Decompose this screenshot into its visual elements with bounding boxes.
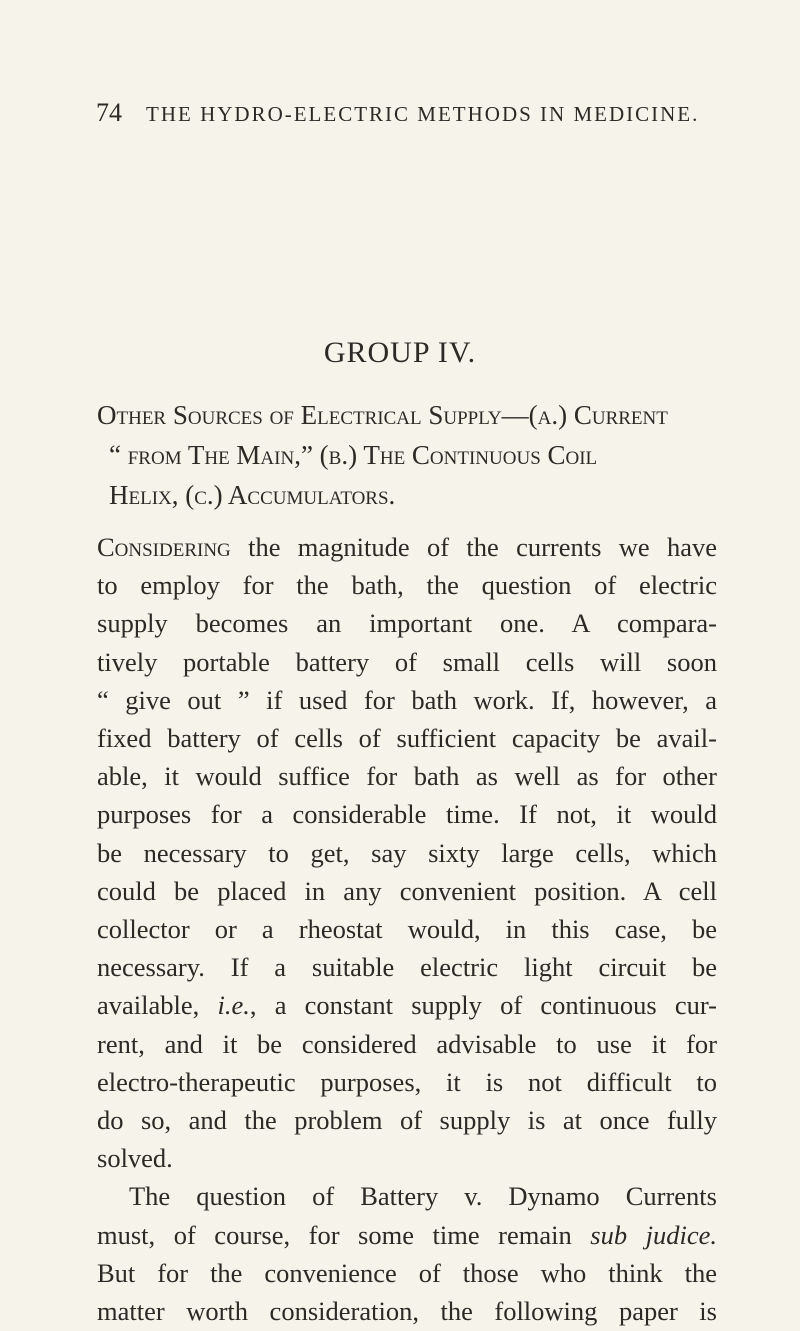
text-line: to employ for the bath, the question of electric <box>97 570 717 601</box>
text-line: electro-therapeutic purposes, it is not difficult to <box>97 1066 717 1097</box>
text-line: “ give out ” if used for bath work. If, however, a <box>97 684 717 715</box>
section-heading <box>97 395 715 515</box>
text-line: collector or a rheostat would, in this case, be <box>97 914 717 945</box>
text-line: must, of course, for some time remain sub judice. <box>97 1219 718 1250</box>
text-line: available, i.e., a constant supply of continuous cur- <box>97 990 717 1021</box>
running-header <box>96 98 716 128</box>
italic-abbreviation: i.e. <box>217 990 250 1021</box>
section-heading-line: Other Sources of Electrical Supply—(a.) Current <box>97 400 668 430</box>
text-line: solved. <box>97 1143 173 1174</box>
lead-word: Considering <box>97 532 231 562</box>
text-line: do so, and the problem of supply is at once fully <box>97 1105 717 1136</box>
italic-phrase: sub judice. <box>590 1219 718 1250</box>
text-line: able, it would suffice for bath as well as for other <box>97 761 717 792</box>
text-line: supply becomes an important one. A compara- <box>97 608 717 639</box>
text-line: fixed battery of cells of sufficient capacity be avail- <box>97 723 717 754</box>
text-line: matter worth consideration, the following paper is <box>97 1296 717 1327</box>
text-line: could be placed in any convenient position. A cell <box>97 875 717 906</box>
text-line: purposes for a considerable time. If not, it would <box>97 799 717 830</box>
section-heading-line: Helix, (c.) Accumulators. <box>109 480 396 510</box>
group-title: GROUP IV. <box>323 336 477 369</box>
section-heading-line: “ from The Main,” (b.) The Continuous Coil <box>109 440 598 470</box>
page-number: 74 <box>96 98 122 127</box>
text-line: Considering the magnitude of the currents we have <box>97 532 717 562</box>
body-text <box>97 528 717 1330</box>
running-title: THE HYDRO-ELECTRIC METHODS IN MEDICINE. <box>146 102 700 126</box>
text-line: necessary. If a suitable electric light circuit be <box>97 952 717 983</box>
text-line: The question of Battery v. Dynamo Currents <box>129 1181 717 1212</box>
text-line: tively portable battery of small cells will soon <box>97 646 717 677</box>
text-line: But for the convenience of those who think the <box>97 1257 717 1288</box>
text-line: be necessary to get, say sixty large cells, which <box>97 837 717 868</box>
text-line: rent, and it be considered advisable to use it for <box>97 1028 717 1059</box>
